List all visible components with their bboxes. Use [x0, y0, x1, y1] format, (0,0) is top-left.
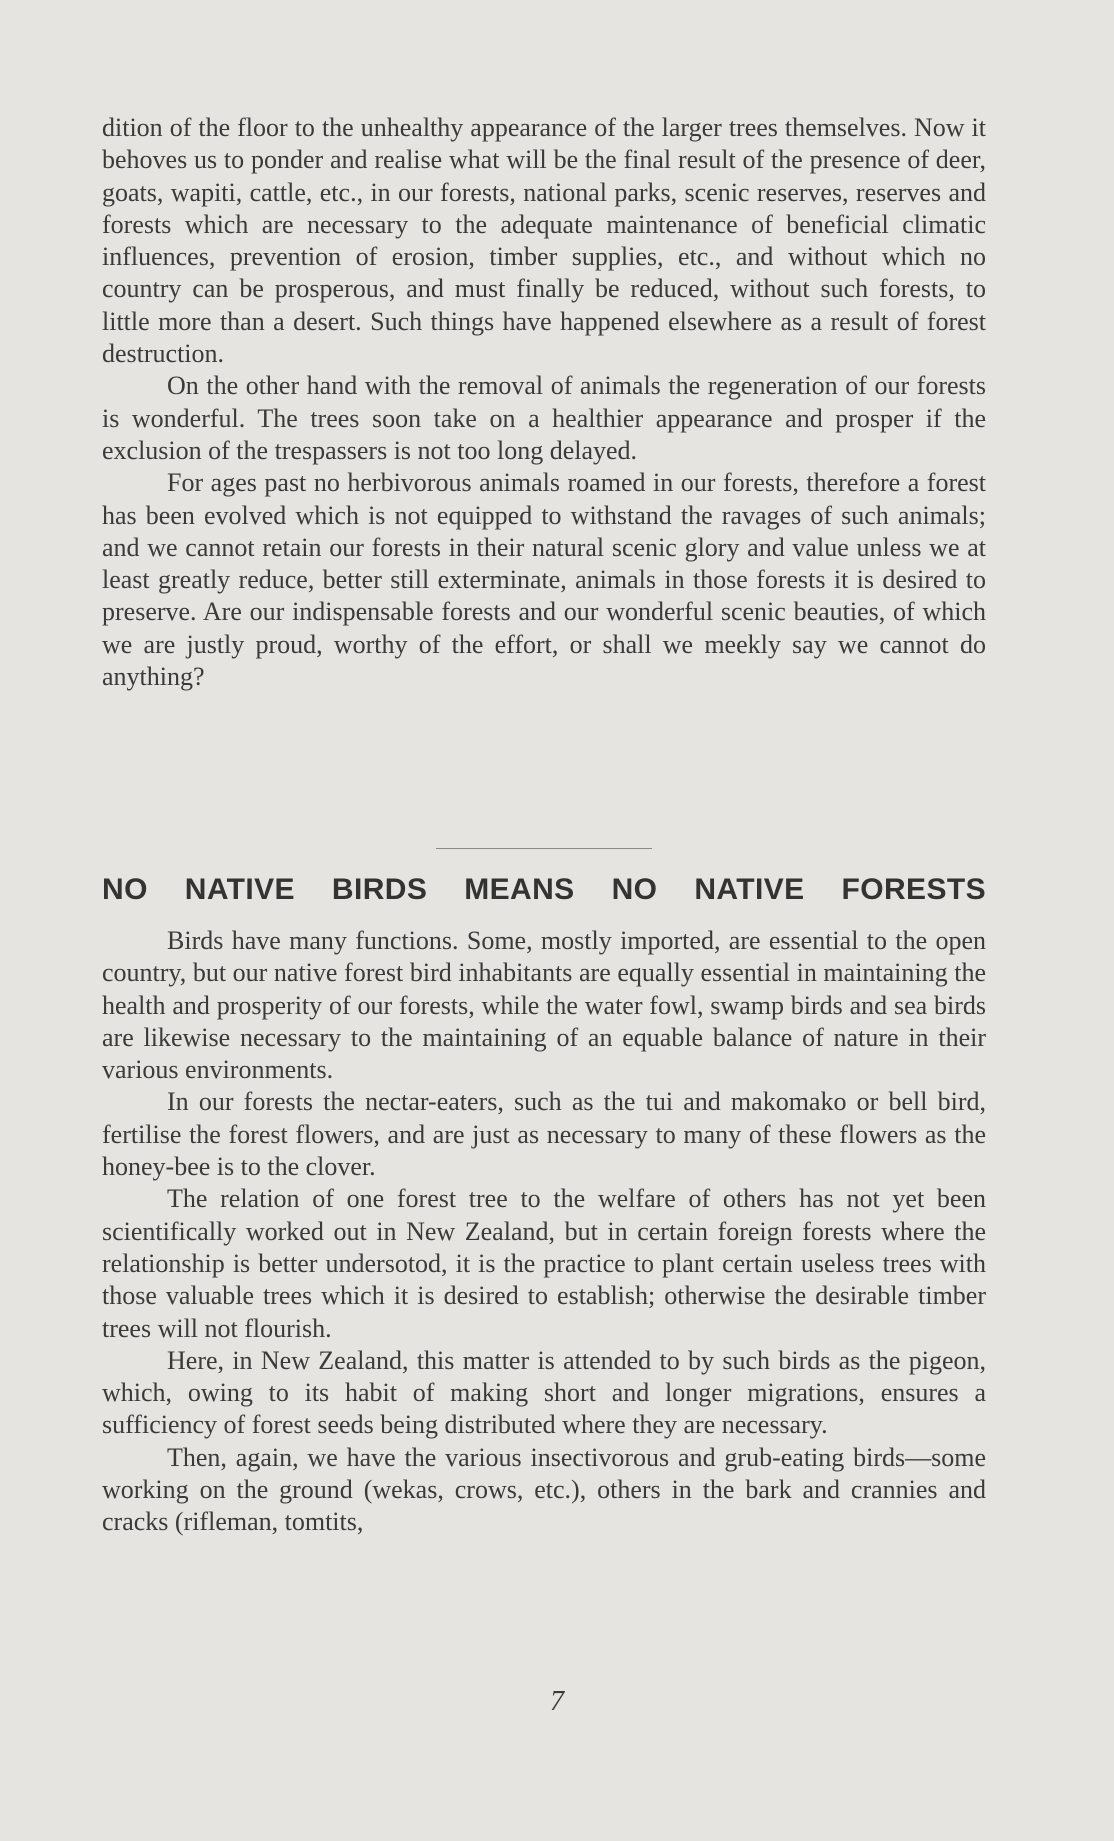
paragraph-pigeon-migration: Here, in New Zealand, this matter is attended to by such birds as the pigeon, which, owing to its habit of making short and longer migrations, ensures a sufficiency of forest seeds being distributed where they are necessary. — [102, 1345, 986, 1440]
paragraph-forest-destruction: dition of the floor to the unhealthy appearance of the larger trees themselves. Now it behoves us to ponder and realise what will be the final result of the presence of deer, goats, wapiti, cattle, etc., in our forests, national parks, scenic reserves, reserves and forests which are necessary to the adequate maintenance of beneficial climatic influences, prevention of erosion, timber supplies, etc., and without which no country can be prosperous, and must finally be reduced, without such forests, to little more than a desert. Such things have happened elsewhere as a result of forest destruction. — [102, 113, 986, 369]
section-divider — [436, 848, 652, 849]
paragraph-herbivorous-animals: For ages past no herbivorous animals roamed in our forests, therefore a forest has been evolved which is not equipped to withstand the ravages of such animals; and we cannot retain our forests in their natural scenic glory and value unless we at least greatly reduce, better still exterminate, animals in those forests it is desired to preserve. Are our indispensable forests and our wonderful scenic beauties, of which we are justly proud, worthy of the effort, or shall we meekly say we cannot do anything? — [102, 468, 986, 692]
paragraph-bird-functions: Birds have many functions. Some, mostly imported, are essential to the open country, but our native forest bird inhabitants are equally essential in maintaining the health and prosperity of our forests, while the water fowl, swamp birds and sea birds are likewise necessary to the maintaining of an equable balance of nature in their various environments. — [102, 926, 986, 1085]
top-text-block — [102, 112, 986, 693]
paragraph-nectar-eaters: In our forests the nectar-eaters, such as the tui and makomako or bell bird, fertilise the forest flowers, and are just as necessary to many of these flowers as the honey-bee is to the clover. — [102, 1087, 986, 1182]
paragraph-regeneration: On the other hand with the removal of animals the regeneration of our forests is wonderful. The trees soon take on a healthier appearance and prosper if the exclusion of the trespassers is not too long delayed. — [102, 371, 986, 465]
bottom-text-block — [102, 925, 986, 1539]
page-number: 7 — [550, 1686, 564, 1717]
paragraph-insectivorous-birds: Then, again, we have the various insectivorous and grub-eating birds—some working on the ground (wekas, crows, etc.), others in the bark and crannies and cracks (rifleman, tomtits, — [102, 1442, 986, 1537]
section-heading: NO NATIVE BIRDS MEANS NO NATIVE FORESTS — [102, 873, 986, 906]
paragraph-tree-relations: The relation of one forest tree to the welfare of others has not yet been scientifically worked out in New Zealand, but in certain foreign forests where the relationship is better undersotod, it is the practice to plant certain useless trees with those valuable trees which it is desired to establish; otherwise the desirable timber trees will not flourish. — [102, 1184, 986, 1343]
